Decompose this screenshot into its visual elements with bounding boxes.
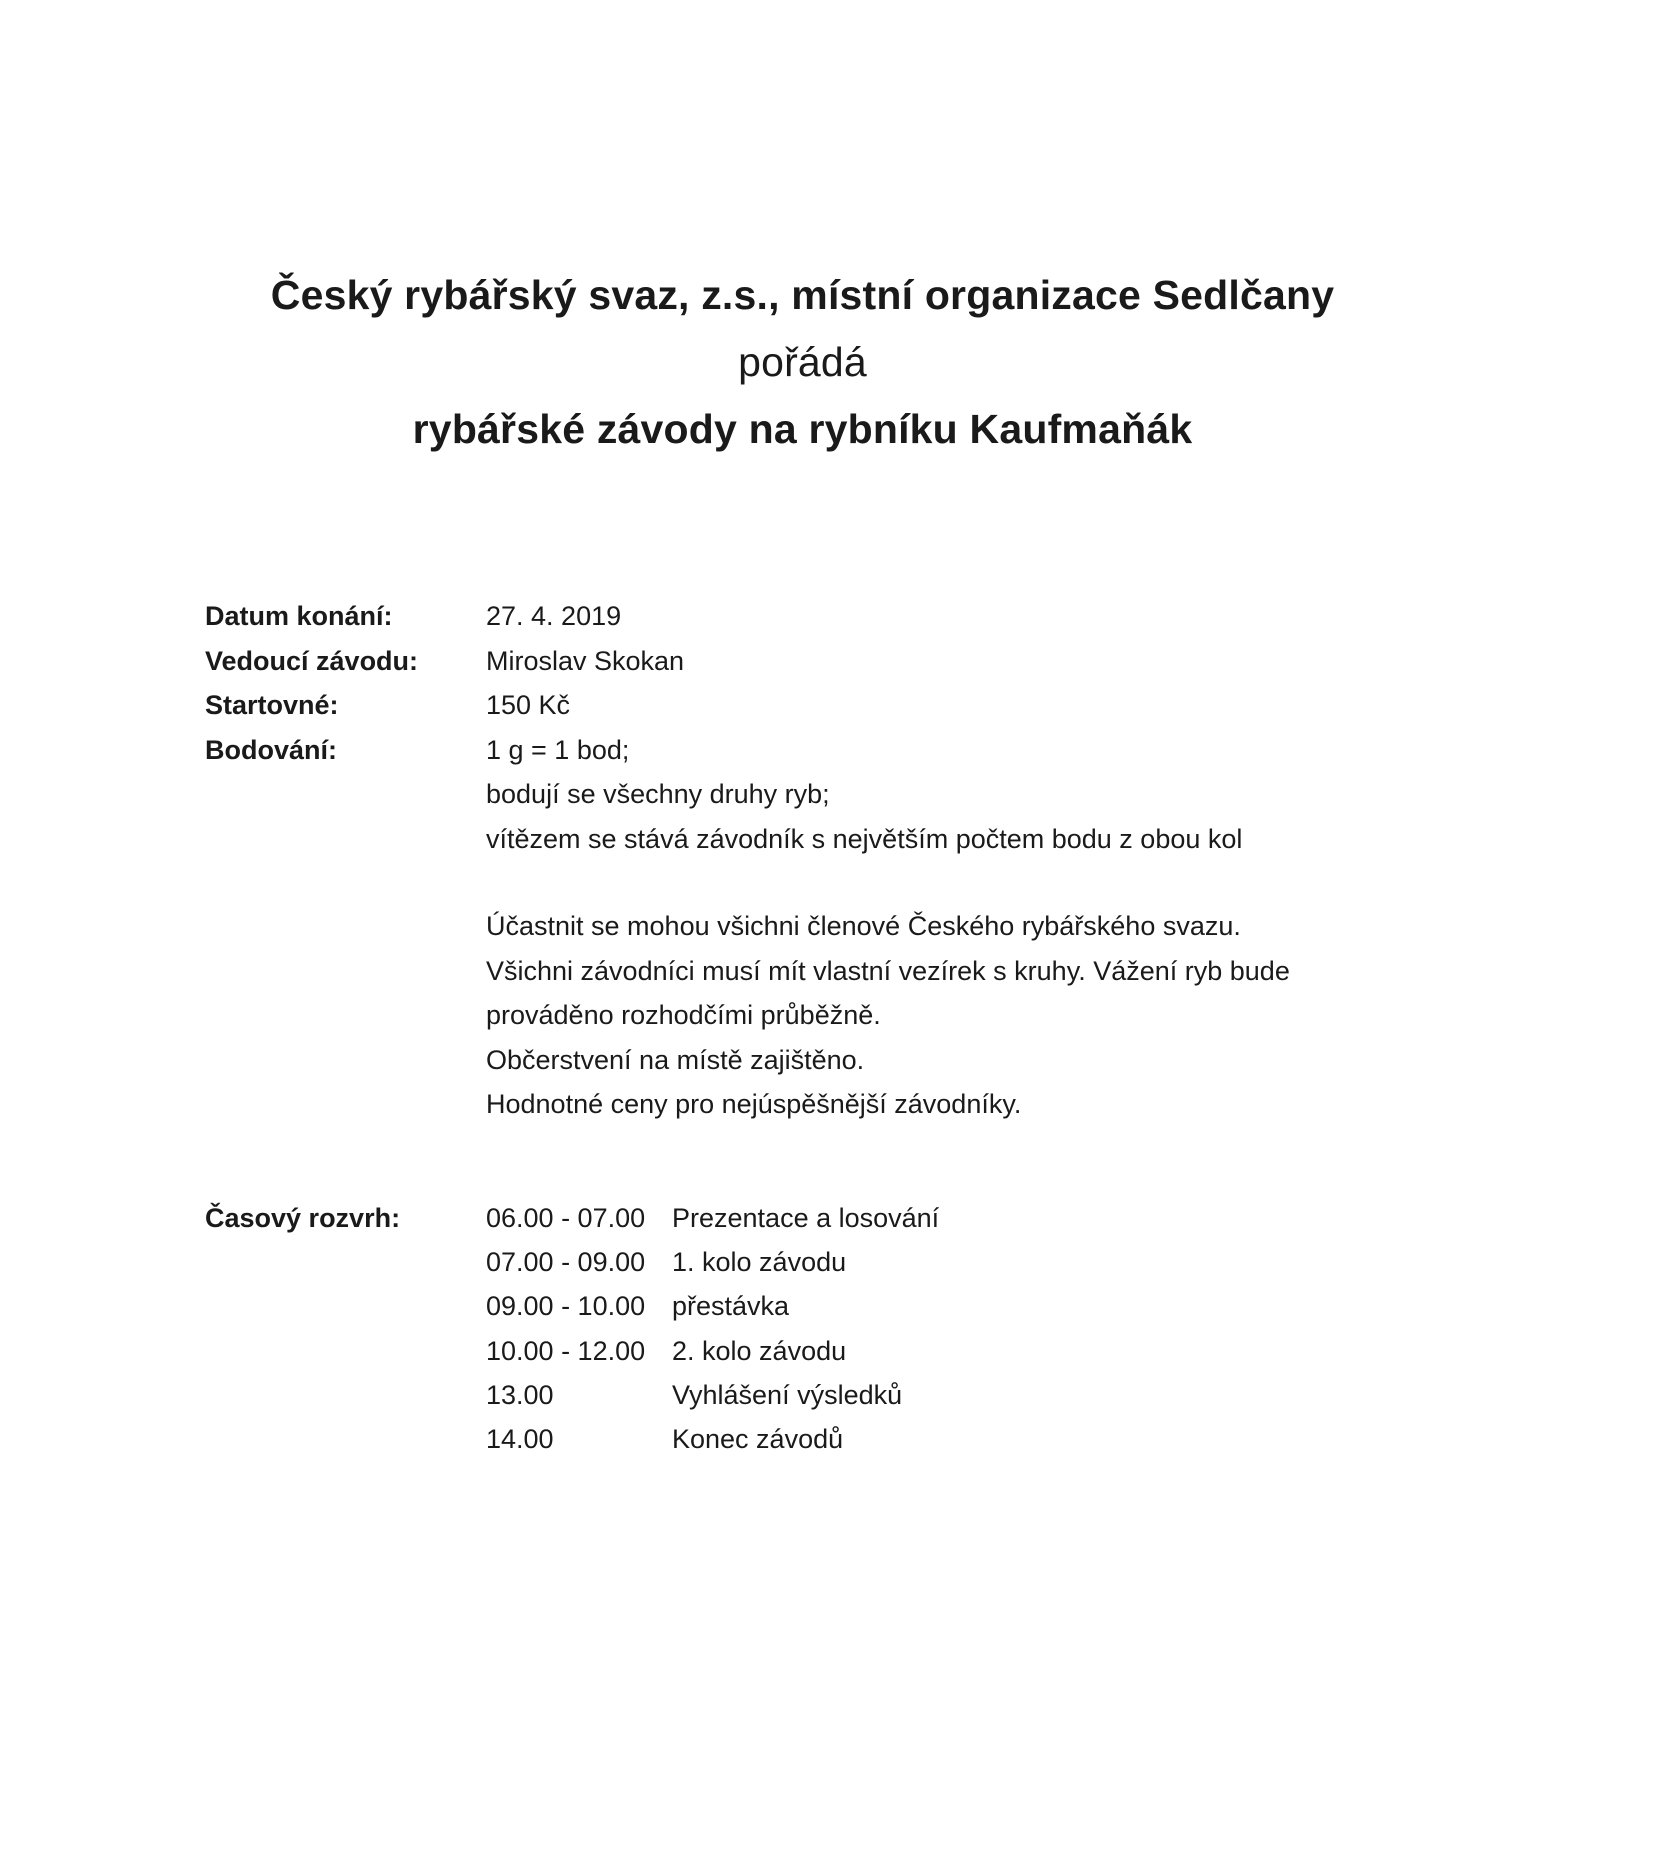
schedule-activity: 2. kolo závodu bbox=[672, 1335, 847, 1366]
fee-label: Startovné: bbox=[205, 690, 339, 720]
event-notes bbox=[486, 904, 1290, 1127]
scoring-value-2: bodují se všechny druhy ryb; bbox=[486, 779, 830, 809]
schedule-time: 13.00 bbox=[486, 1379, 554, 1410]
schedule-label: Časový rozvrh: bbox=[205, 1203, 401, 1233]
schedule-activity: Vyhlášení výsledků bbox=[672, 1379, 903, 1410]
leader-label: Vedoucí závodu: bbox=[205, 645, 419, 676]
note-line: Účastnit se mohou všichni členové Českého rybářského svazu. bbox=[486, 911, 1241, 941]
schedule-time: 06.00 - 07.00 bbox=[486, 1203, 646, 1233]
scoring-value: 1 g = 1 bod; bbox=[486, 734, 630, 765]
organizer-title: Český rybářský svaz, z.s., místní organizace Sedlčany bbox=[270, 272, 1335, 318]
fee-value: 150 Kč bbox=[486, 690, 571, 720]
scoring-value-3: vítězem se stává závodník s největším počtem bodu z obou kol bbox=[486, 823, 1243, 854]
schedule-time: 07.00 - 09.00 bbox=[486, 1247, 646, 1278]
schedule-time: 09.00 - 10.00 bbox=[486, 1291, 646, 1322]
schedule-activity: Konec závodů bbox=[672, 1423, 844, 1454]
note-line: Všichni závodníci musí mít vlastní vezírek s kruhy. Vážení ryb bude bbox=[486, 955, 1290, 986]
note-line: Občerstvení na místě zajištěno. bbox=[486, 1044, 865, 1075]
schedule-activity: Prezentace a losování bbox=[672, 1203, 940, 1233]
date-value: 27. 4. 2019 bbox=[486, 601, 622, 631]
document-header bbox=[0, 262, 1605, 463]
organizes-text: pořádá bbox=[738, 339, 867, 385]
note-line: Hodnotné ceny pro nejúspěšnější závodníky. bbox=[486, 1089, 1022, 1119]
schedule-time: 14.00 bbox=[486, 1423, 554, 1454]
schedule-activity: 1. kolo závodu bbox=[672, 1247, 847, 1278]
leader-value: Miroslav Skokan bbox=[486, 645, 685, 676]
date-label: Datum konání: bbox=[205, 601, 393, 631]
scoring-label: Bodování: bbox=[205, 734, 337, 765]
schedule-time: 10.00 - 12.00 bbox=[486, 1335, 646, 1366]
schedule-activity: přestávka bbox=[672, 1291, 790, 1322]
note-line: prováděno rozhodčími průběžně. bbox=[486, 1000, 881, 1030]
event-title: rybářské závody na rybníku Kaufmaňák bbox=[412, 406, 1193, 452]
